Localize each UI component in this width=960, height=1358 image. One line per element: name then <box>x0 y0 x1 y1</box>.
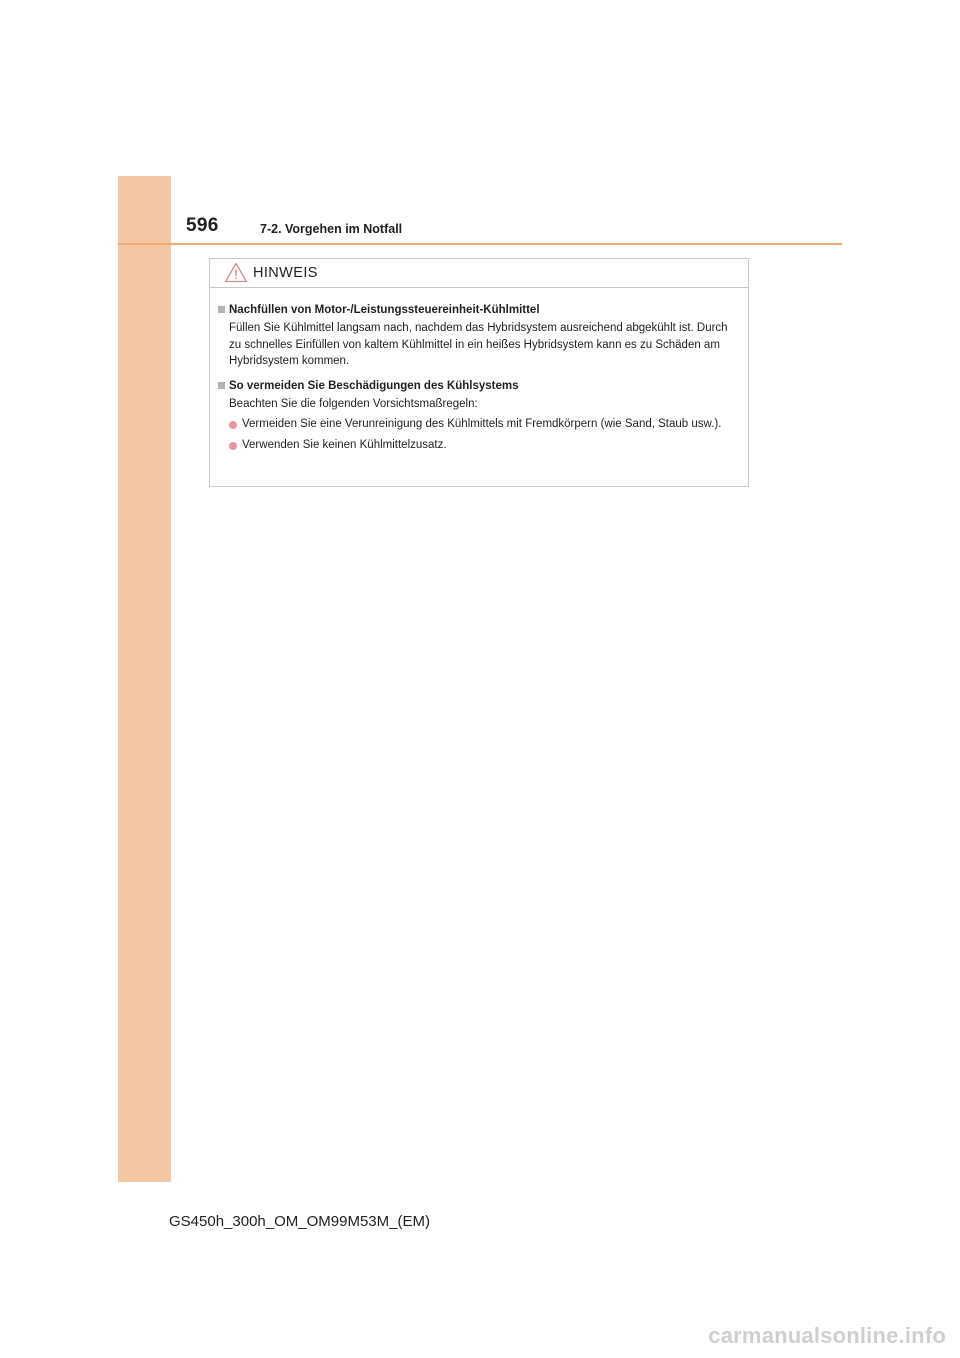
notice-header <box>210 259 748 288</box>
circle-bullet-icon <box>229 421 237 429</box>
bullet-text: Verwenden Sie keinen Kühlmittelzusatz. <box>242 438 447 451</box>
item-heading <box>218 378 740 394</box>
bullet-item <box>218 437 740 454</box>
item-heading-text: Nachfüllen von Motor-/Leistungssteuereinheit-Kühlmittel <box>229 304 540 316</box>
footer-document-code: GS450h_300h_OM_OM99M53M_(EM) <box>169 1213 430 1230</box>
notice-label: HINWEIS <box>253 265 318 281</box>
section-title: 7-2. Vorgehen im Notfall <box>260 222 403 236</box>
item-paragraph: Füllen Sie Kühlmittel langsam nach, nachdem das Hybridsystem ausreichend abgekühlt ist. Durch zu schnelles Einfüllen von kaltem Kühlmittel in ein heißes Hybridsystem kann es zu Schäden am Hybridsystem kommen. <box>229 322 728 367</box>
bullet-text: Vermeiden Sie eine Verunreinigung des Kühlmittels mit Fremdkörpern (wie Sand, Staub usw.). <box>242 418 722 430</box>
item-heading-text: So vermeiden Sie Beschädigungen des Kühlsystems <box>229 379 519 392</box>
bullet-item <box>218 416 740 433</box>
notice-body <box>210 288 748 453</box>
warning-triangle-icon <box>224 262 248 283</box>
watermark: carmanualsonline.info <box>708 1323 946 1348</box>
page-number: 596 <box>186 215 219 236</box>
header-rule <box>118 243 842 245</box>
square-bullet-icon <box>218 306 225 313</box>
circle-bullet-icon <box>229 442 237 450</box>
notice-item <box>218 378 740 454</box>
item-paragraph: Beachten Sie die folgenden Vorsichtsmaßregeln: <box>229 397 478 410</box>
notice-box <box>209 258 749 487</box>
notice-item <box>218 302 740 370</box>
item-heading <box>218 302 740 318</box>
side-tab-bar <box>118 176 171 1182</box>
square-bullet-icon <box>218 382 225 389</box>
